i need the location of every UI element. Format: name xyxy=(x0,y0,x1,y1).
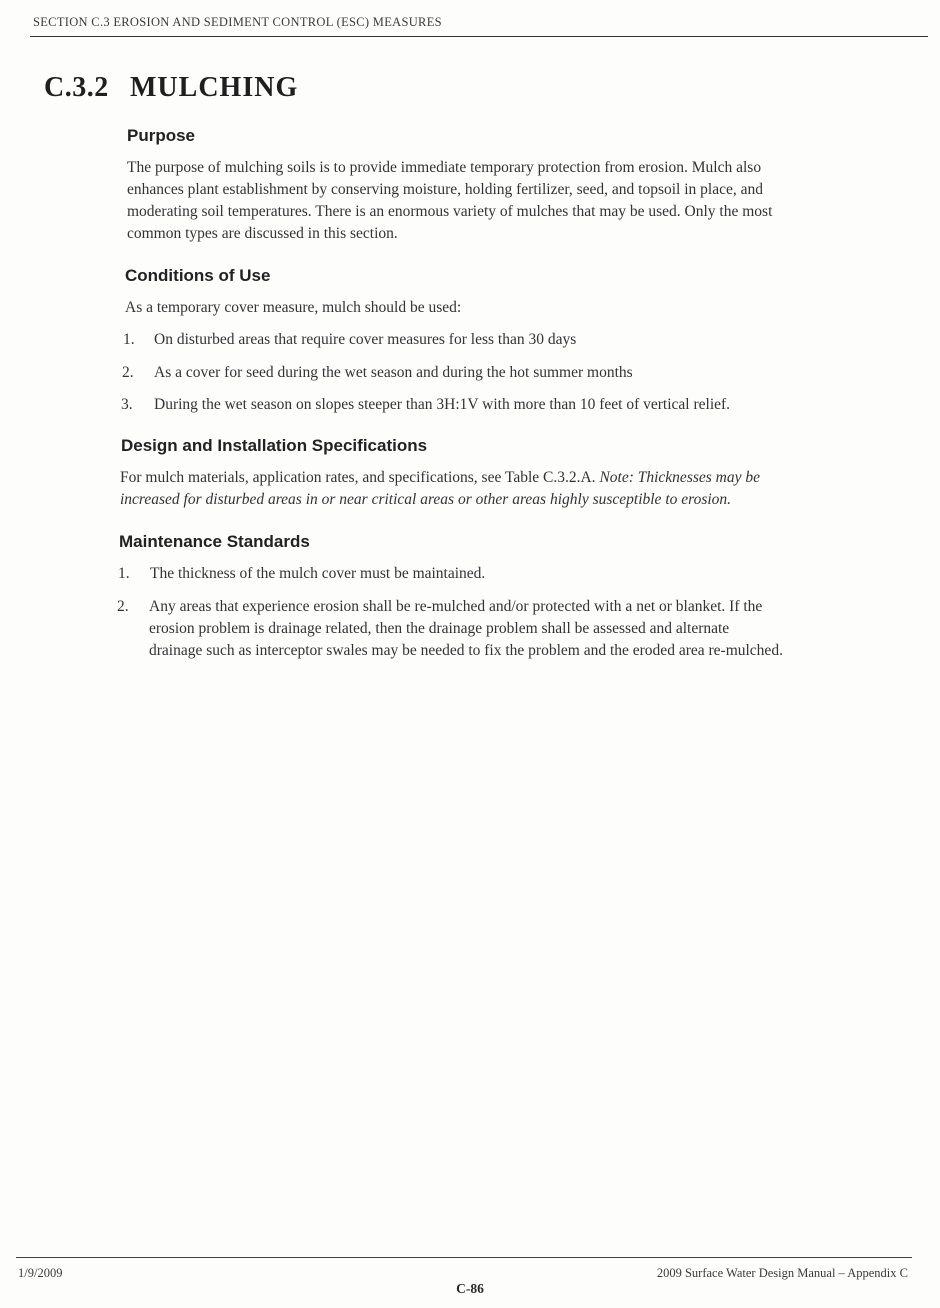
heading-conditions-of-use: Conditions of Use xyxy=(125,266,271,285)
list-text-line-1: Any areas that experience erosion shall be re-mulched and/or protected with a net or blanket. If the xyxy=(149,598,763,615)
section-name: MULCHING xyxy=(130,72,299,103)
list-text: As a cover for seed during the wet season and during the hot summer months xyxy=(154,364,633,381)
list-text-line-3: drainage such as interceptor swales may be needed to fix the problem and the eroded area re-mulched. xyxy=(149,642,783,659)
list-number: 1. xyxy=(123,331,135,348)
running-header: SECTION C.3 EROSION AND SEDIMENT CONTROL (ESC) MEASURES xyxy=(33,15,442,29)
design-line-2: increased for disturbed areas in or near critical areas or other areas highly susceptible to erosion. xyxy=(120,491,732,508)
design-line-1 xyxy=(120,467,920,489)
maintenance-list-item xyxy=(118,563,918,585)
maintenance-list-item xyxy=(117,596,917,662)
list-text: On disturbed areas that require cover measures for less than 30 days xyxy=(154,331,577,348)
design-note: Note: Thicknesses may be xyxy=(599,469,760,486)
list-text: During the wet season on slopes steeper than 3H:1V with more than 10 feet of vertical relief. xyxy=(154,396,731,413)
header-rule xyxy=(30,36,928,37)
list-number: 3. xyxy=(121,396,133,413)
footer-manual-title: 2009 Surface Water Design Manual – Appendix C xyxy=(656,1266,908,1280)
section-title xyxy=(44,72,298,104)
list-number: 2. xyxy=(122,364,134,381)
conditions-list-item xyxy=(123,329,913,351)
purpose-line-3: moderating soil temperatures. There is an enormous variety of mulches that may be used. Only the most xyxy=(127,203,773,220)
design-text: For mulch materials, application rates, and specifications, see Table C.3.2.A. xyxy=(120,469,600,486)
page-number: C-86 xyxy=(456,1281,484,1296)
conditions-intro: As a temporary cover measure, mulch should be used: xyxy=(125,299,462,316)
heading-purpose: Purpose xyxy=(127,126,196,145)
conditions-list-item xyxy=(121,394,911,416)
footer-date: 1/9/2009 xyxy=(18,1266,63,1280)
heading-design-specifications: Design and Installation Specifications xyxy=(121,436,428,455)
purpose-line-4: common types are discussed in this section. xyxy=(127,225,398,242)
purpose-line-2: enhances plant establishment by conserving moisture, holding fertilizer, seed, and topsoil in place, and xyxy=(127,181,763,198)
list-number: 2. xyxy=(117,598,129,615)
section-number: C.3.2 xyxy=(44,72,109,103)
purpose-line-1: The purpose of mulching soils is to provide immediate temporary protection from erosion. Mulch also xyxy=(127,159,762,176)
list-text: The thickness of the mulch cover must be maintained. xyxy=(150,565,486,582)
list-number: 1. xyxy=(118,565,130,582)
conditions-list-item xyxy=(122,362,912,384)
list-text-line-2: erosion problem is drainage related, then the drainage problem shall be assessed and alternate xyxy=(149,620,730,637)
heading-maintenance-standards: Maintenance Standards xyxy=(119,532,310,551)
footer-rule xyxy=(16,1257,912,1258)
